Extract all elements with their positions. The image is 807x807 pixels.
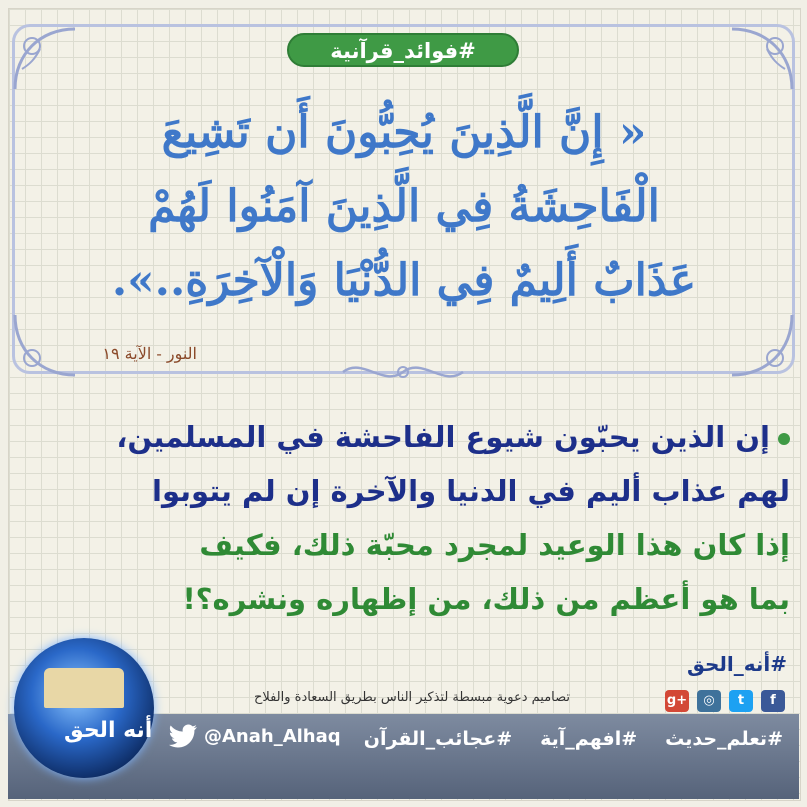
brand-tagline: تصاميم دعوية مبسطة لتذكير الناس بطريق السعادة والفلاح (253, 690, 571, 705)
logo-text: أنه الحق (64, 718, 153, 743)
verse-line: « إِنَّ الَّذِينَ يُحِبُّونَ أَن تَشِيعَ (161, 107, 647, 158)
footer-hashtag[interactable]: #تعلم_حديث (665, 728, 783, 750)
social-icons (665, 690, 785, 712)
footer-hashtag[interactable]: #عجائب_القرآن (363, 728, 513, 750)
book-icon (44, 668, 124, 708)
explanation-line (30, 410, 790, 464)
ornament-corner-icon (727, 24, 797, 94)
explanation-line: إذا كان هذا الوعيد لمجرد محبّة ذلك، فكيف (199, 528, 790, 562)
ornament-divider-icon (338, 352, 468, 390)
instagram-icon[interactable]: ◎ (697, 690, 721, 712)
ornament-corner-icon (727, 310, 797, 380)
brand-hashtag[interactable]: #أنه_الحق (686, 652, 787, 676)
googleplus-icon[interactable]: g+ (665, 690, 689, 712)
quran-verse (30, 96, 778, 318)
header-hashtag-badge[interactable]: #فوائد_قرآنية (287, 33, 519, 67)
explanation-line: بما هو أعظم من ذلك، من إظهاره ونشره؟! (182, 582, 790, 616)
verse-line: عَذَابٌ أَلِيمٌ فِي الدُّنْيَا وَالْآخِرَةِ..». (111, 255, 697, 306)
twitter-bird-icon (168, 724, 198, 748)
explanation-line: لهم عذاب أليم في الدنيا والآخرة إن لم يتوبوا (152, 474, 790, 508)
brand-logo (14, 638, 154, 778)
facebook-icon[interactable]: f (761, 690, 785, 712)
ornament-corner-icon (10, 24, 80, 94)
twitter-handle-text: @Anah_Alhaq (204, 725, 341, 747)
verse-reference: النور - الآية ١٩ (102, 344, 197, 363)
twitter-handle[interactable] (168, 724, 341, 748)
explanation-text (30, 410, 790, 626)
bullet-icon (778, 433, 790, 445)
explanation-line-text: إن الذين يحبّون شيوع الفاحشة في المسلمين، (116, 420, 770, 454)
footer-hashtag[interactable]: #افهم_آية (540, 728, 638, 750)
verse-line: الْفَاحِشَةُ فِي الَّذِينَ آمَنُوا لَهُمْ (148, 181, 660, 232)
twitter-icon[interactable]: t (729, 690, 753, 712)
footer-hashtags (364, 728, 783, 750)
